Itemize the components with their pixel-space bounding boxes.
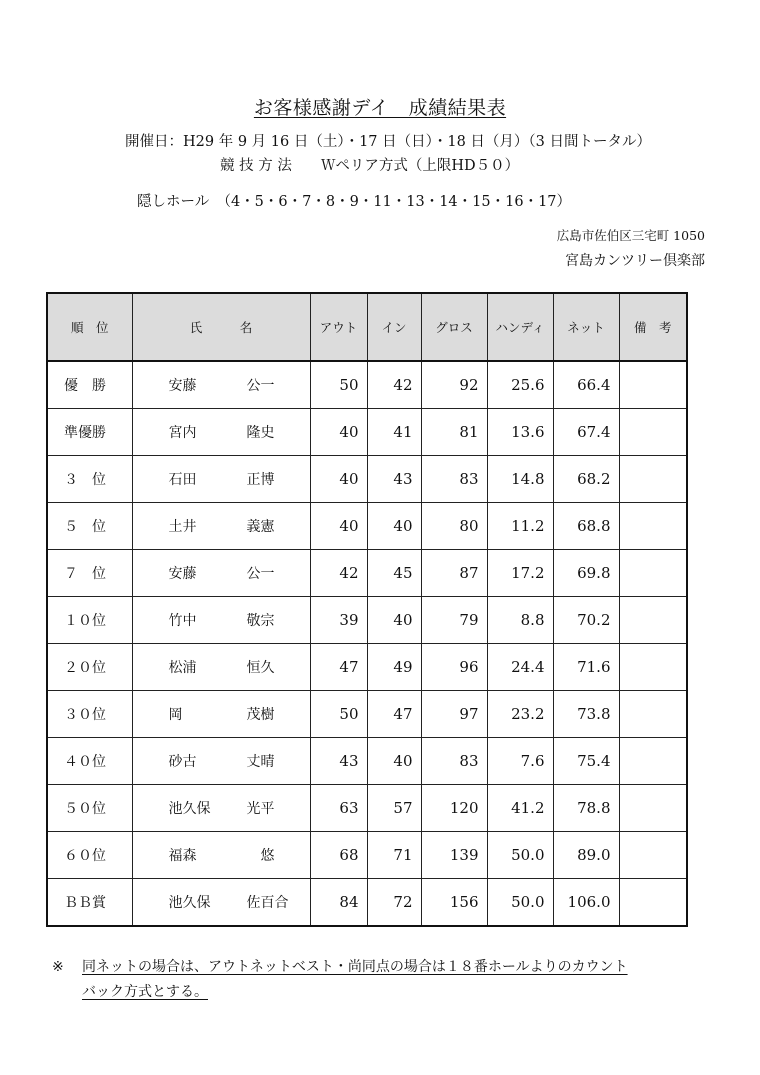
player-name-cell	[132, 361, 310, 409]
gross-score-cell: 81	[421, 409, 487, 456]
gross-score-cell: 139	[421, 832, 487, 879]
out-score-cell: 84	[310, 879, 367, 927]
net-score-cell: 75.4	[553, 738, 619, 785]
header-net: ネット	[553, 293, 619, 361]
table-row	[47, 738, 687, 785]
remarks-cell	[619, 409, 687, 456]
player-surname: 池久保	[168, 895, 211, 911]
footnote-mark: ※	[52, 959, 64, 975]
out-score-cell: 50	[310, 361, 367, 409]
player-name-cell	[132, 409, 310, 456]
net-score-cell: 68.8	[553, 503, 619, 550]
table-row	[47, 785, 687, 832]
rank-cell: 準優勝	[47, 409, 132, 456]
handicap-cell: 23.2	[487, 691, 553, 738]
net-score-cell: 66.4	[553, 361, 619, 409]
player-name-cell	[132, 644, 310, 691]
remarks-cell	[619, 738, 687, 785]
gross-score-cell: 80	[421, 503, 487, 550]
out-score-cell: 47	[310, 644, 367, 691]
remarks-cell	[619, 456, 687, 503]
out-score-cell: 50	[310, 691, 367, 738]
header-out: アウト	[310, 293, 367, 361]
player-surname: 福森	[168, 848, 197, 864]
player-surname: 砂古	[168, 754, 197, 770]
out-score-cell: 68	[310, 832, 367, 879]
hidden-holes: 隠しホール （4・5・6・7・8・9・11・13・14・15・16・17）	[137, 194, 572, 210]
net-score-cell: 89.0	[553, 832, 619, 879]
in-score-cell: 40	[367, 738, 421, 785]
competition-format: 競 技 方 法 Ｗペリア方式（上限HD５０）	[220, 158, 520, 174]
net-score-cell: 70.2	[553, 597, 619, 644]
rank-cell: ＢＢ賞	[47, 879, 132, 927]
remarks-cell	[619, 597, 687, 644]
player-given-name: 公一	[246, 378, 275, 394]
table-row	[47, 550, 687, 597]
net-score-cell: 106.0	[553, 879, 619, 927]
net-score-cell: 69.8	[553, 550, 619, 597]
table-header-row	[47, 293, 687, 361]
out-score-cell: 43	[310, 738, 367, 785]
handicap-cell: 14.8	[487, 456, 553, 503]
rank-cell: １０位	[47, 597, 132, 644]
rank-cell: ４０位	[47, 738, 132, 785]
footnote	[52, 956, 628, 976]
document-title: お客様感謝デイ 成績結果表	[253, 97, 507, 119]
net-score-cell: 73.8	[553, 691, 619, 738]
out-score-cell: 40	[310, 409, 367, 456]
in-score-cell: 45	[367, 550, 421, 597]
player-surname: 竹中	[168, 613, 197, 629]
remarks-cell	[619, 361, 687, 409]
header-gross: グロス	[421, 293, 487, 361]
player-surname: 安藤	[168, 378, 197, 394]
in-score-cell: 40	[367, 503, 421, 550]
in-score-cell: 42	[367, 361, 421, 409]
remarks-cell	[619, 879, 687, 927]
handicap-cell: 7.6	[487, 738, 553, 785]
in-score-cell: 40	[367, 597, 421, 644]
player-name-cell	[132, 550, 310, 597]
gross-score-cell: 87	[421, 550, 487, 597]
handicap-cell: 24.4	[487, 644, 553, 691]
player-name-cell	[132, 503, 310, 550]
out-score-cell: 39	[310, 597, 367, 644]
rank-cell: ５０位	[47, 785, 132, 832]
handicap-cell: 50.0	[487, 879, 553, 927]
player-surname: 安藤	[168, 566, 197, 582]
results-table	[46, 292, 688, 927]
gross-score-cell: 92	[421, 361, 487, 409]
handicap-cell: 25.6	[487, 361, 553, 409]
gross-score-cell: 83	[421, 456, 487, 503]
header-rank: 順 位	[47, 293, 132, 361]
handicap-cell: 8.8	[487, 597, 553, 644]
table-row	[47, 361, 687, 409]
event-dates: 開催日：H29 年 9 月 16 日（土）・17 日（日）・18 日（月）（3 日間トータル）	[125, 134, 652, 150]
player-given-name: 正博	[246, 472, 275, 488]
player-surname: 岡	[168, 707, 183, 723]
player-given-name: 義憲	[246, 519, 275, 535]
out-score-cell: 40	[310, 503, 367, 550]
player-name-cell	[132, 597, 310, 644]
handicap-cell: 17.2	[487, 550, 553, 597]
out-score-cell: 42	[310, 550, 367, 597]
table-row	[47, 691, 687, 738]
player-given-name: 丈晴	[246, 754, 275, 770]
table-row	[47, 597, 687, 644]
remarks-cell	[619, 644, 687, 691]
gross-score-cell: 156	[421, 879, 487, 927]
player-name-cell	[132, 832, 310, 879]
player-given-name: 恒久	[246, 660, 275, 676]
player-name-cell	[132, 879, 310, 927]
player-given-name: 光平	[246, 801, 275, 817]
remarks-cell	[619, 832, 687, 879]
player-given-name: 敬宗	[246, 613, 275, 629]
player-given-name: 公一	[246, 566, 275, 582]
gross-score-cell: 83	[421, 738, 487, 785]
net-score-cell: 68.2	[553, 456, 619, 503]
gross-score-cell: 96	[421, 644, 487, 691]
gross-score-cell: 79	[421, 597, 487, 644]
player-name-cell	[132, 456, 310, 503]
handicap-cell: 11.2	[487, 503, 553, 550]
remarks-cell	[619, 691, 687, 738]
rank-cell: ２０位	[47, 644, 132, 691]
remarks-cell	[619, 550, 687, 597]
gross-score-cell: 120	[421, 785, 487, 832]
net-score-cell: 78.8	[553, 785, 619, 832]
in-score-cell: 72	[367, 879, 421, 927]
player-given-name: 悠	[246, 848, 275, 864]
player-given-name: 隆史	[246, 425, 275, 441]
remarks-cell	[619, 503, 687, 550]
player-surname: 松浦	[168, 660, 197, 676]
net-score-cell: 71.6	[553, 644, 619, 691]
handicap-cell: 41.2	[487, 785, 553, 832]
rank-cell: ６０位	[47, 832, 132, 879]
player-given-name: 佐百合	[246, 895, 289, 911]
table-row	[47, 456, 687, 503]
handicap-cell: 50.0	[487, 832, 553, 879]
rank-cell: ３ 位	[47, 456, 132, 503]
player-given-name: 茂樹	[246, 707, 275, 723]
club-address: 広島市佐伯区三宅町 1050	[556, 228, 705, 243]
player-name-cell	[132, 785, 310, 832]
table-row	[47, 503, 687, 550]
handicap-cell: 13.6	[487, 409, 553, 456]
net-score-cell: 67.4	[553, 409, 619, 456]
table-row	[47, 879, 687, 927]
in-score-cell: 49	[367, 644, 421, 691]
out-score-cell: 63	[310, 785, 367, 832]
footnote-line-1: 同ネットの場合は、アウトネットベスト・尚同点の場合は１８番ホールよりのカウント	[82, 959, 628, 975]
header-remarks: 備 考	[619, 293, 687, 361]
player-surname: 土井	[168, 519, 197, 535]
player-surname: 石田	[168, 472, 197, 488]
player-name-cell	[132, 691, 310, 738]
in-score-cell: 71	[367, 832, 421, 879]
rank-cell: ３０位	[47, 691, 132, 738]
in-score-cell: 43	[367, 456, 421, 503]
in-score-cell: 57	[367, 785, 421, 832]
table-row	[47, 409, 687, 456]
rank-cell: 優 勝	[47, 361, 132, 409]
out-score-cell: 40	[310, 456, 367, 503]
table-row	[47, 644, 687, 691]
table-row	[47, 832, 687, 879]
rank-cell: ７ 位	[47, 550, 132, 597]
footnote-line-2: バック方式とする。	[82, 984, 208, 1000]
in-score-cell: 41	[367, 409, 421, 456]
gross-score-cell: 97	[421, 691, 487, 738]
club-name: 宮島カンツリー倶楽部	[565, 253, 705, 269]
player-surname: 池久保	[168, 801, 211, 817]
player-name-cell	[132, 738, 310, 785]
remarks-cell	[619, 785, 687, 832]
rank-cell: ５ 位	[47, 503, 132, 550]
header-handicap: ハンディ	[487, 293, 553, 361]
player-surname: 宮内	[168, 425, 197, 441]
header-in: イン	[367, 293, 421, 361]
header-name: 氏 名	[132, 293, 310, 361]
in-score-cell: 47	[367, 691, 421, 738]
